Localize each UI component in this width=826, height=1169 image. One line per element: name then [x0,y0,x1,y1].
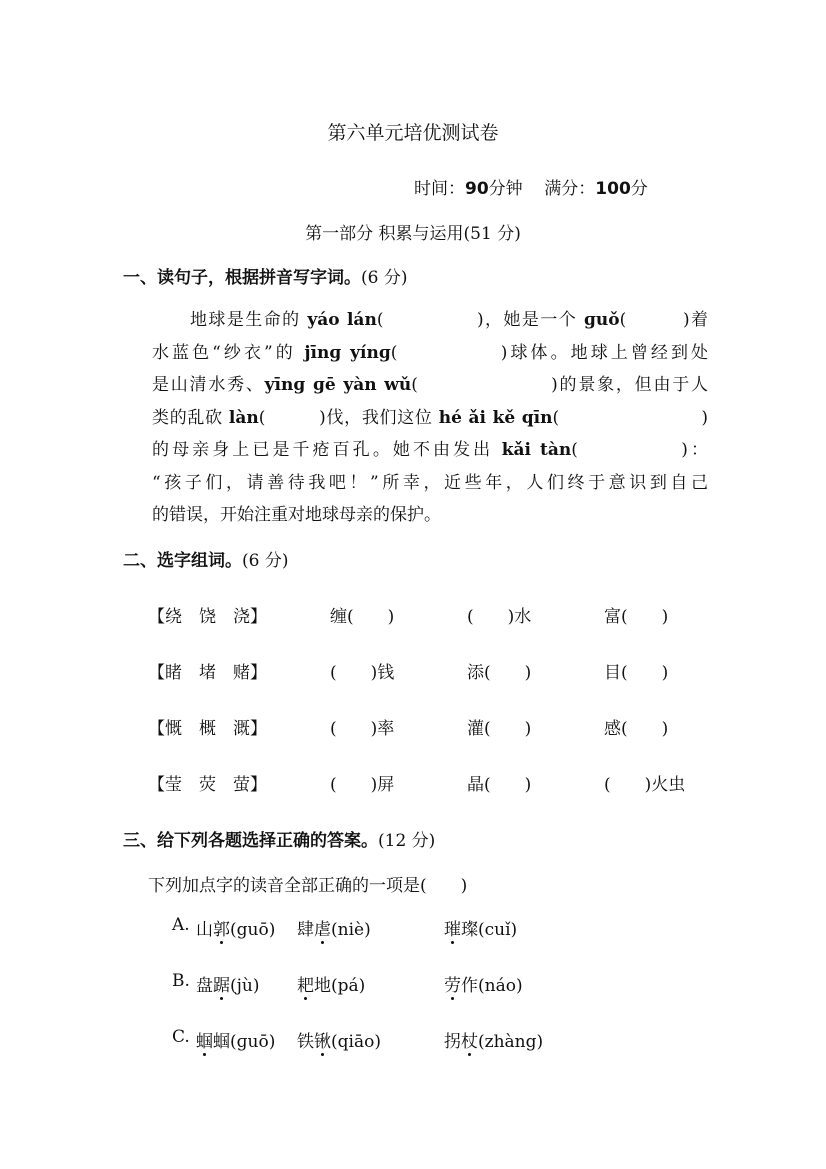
option-word: 拐杖(zhàng) [444,1027,543,1052]
section1-heading [123,263,407,288]
option-word: 耙地(pá) [297,971,365,996]
option-letter: B. [172,971,190,991]
section2-heading [123,546,288,571]
page-title: 第六单元培优测试卷 [327,122,499,144]
word-blank: 感( ) [604,719,669,739]
option-word: 铁锹(qiāo) [297,1027,381,1052]
section1-passage [152,304,708,532]
section3-heading-text: 三、给下列各题选择正确的答案。 [123,831,378,851]
question-stem: 下列加点字的读音全部正确的一项是( ) [148,876,468,896]
passage-line: “孩子们，请善待我吧！”所幸，近些年，人们终于意识到自己 [152,472,708,493]
word-blank: ( )火虫 [604,775,686,795]
word-blank: 缠( ) [330,607,395,627]
passage-line: 的错误，开始注重对地球母亲的保护。 [152,505,441,525]
section3-heading [123,826,435,851]
score-label: 满分： [544,179,596,199]
word-blank: 晶( ) [467,775,532,795]
option-word: 蝈蝈(ɡuō) [196,1027,275,1052]
option-word: 山郭(guō) [196,915,275,940]
word-blank: ( )钱 [330,663,395,683]
score-unit: 分 [630,179,648,199]
word-blank: ( )率 [330,719,395,739]
word-blank: 灌( ) [467,719,532,739]
part-title: 第一部分 积累与运用(51 分) [305,224,521,244]
char-group: 【慨 概 溉】 [148,719,267,739]
passage-line: 水蓝色“纱衣”的 jīnɡ yínɡ( )球体。地球上曾经到处 [152,342,709,363]
option-word: 璀璨(cuǐ) [444,915,517,940]
section2-points: (6 分) [242,551,289,571]
option-word: 盘踞(jù) [196,971,259,996]
char-group: 【绕 饶 浇】 [148,607,267,627]
word-blank: 添( ) [467,663,532,683]
section1-points: (6 分) [361,268,408,288]
passage-line: 的母亲身上已是千疮百孔。她不由发出 kǎi tàn( )： [152,440,709,460]
time-label: 时间： [414,179,465,199]
passage-line: 类的乱砍 làn( )伐，我们这位 hé ǎi kě qīn( ) [152,407,709,428]
char-group: 【睹 堵 赌】 [148,663,267,683]
word-blank: ( )屏 [330,775,395,795]
word-blank: ( )水 [467,607,532,627]
score-value: 100 [595,179,631,199]
option-word: 劳作(náo) [444,971,523,996]
option-letter: C. [172,1027,190,1047]
time-value: 90 [465,179,489,199]
word-blank: 目( ) [604,663,669,683]
passage-line: 是山清水秀、yīnɡ ɡē yàn wǔ( )的景象，但由于人 [152,375,709,395]
char-group: 【莹 荧 萤】 [148,775,267,795]
exam-meta [414,174,648,199]
section2-heading-text: 二、选字组词。 [123,551,242,571]
option-letter: A. [172,915,190,935]
section1-heading-text: 一、读句子，根据拼音写字词。 [123,268,361,288]
option-word: 肆虐(niè) [297,915,371,940]
section3-points: (12 分) [378,831,436,851]
time-unit: 分钟 [488,179,523,199]
word-blank: 富( ) [604,607,669,627]
passage-line: 地球是生命的 yáo lán( )，她是一个 ɡuǒ( )着 [190,310,709,330]
